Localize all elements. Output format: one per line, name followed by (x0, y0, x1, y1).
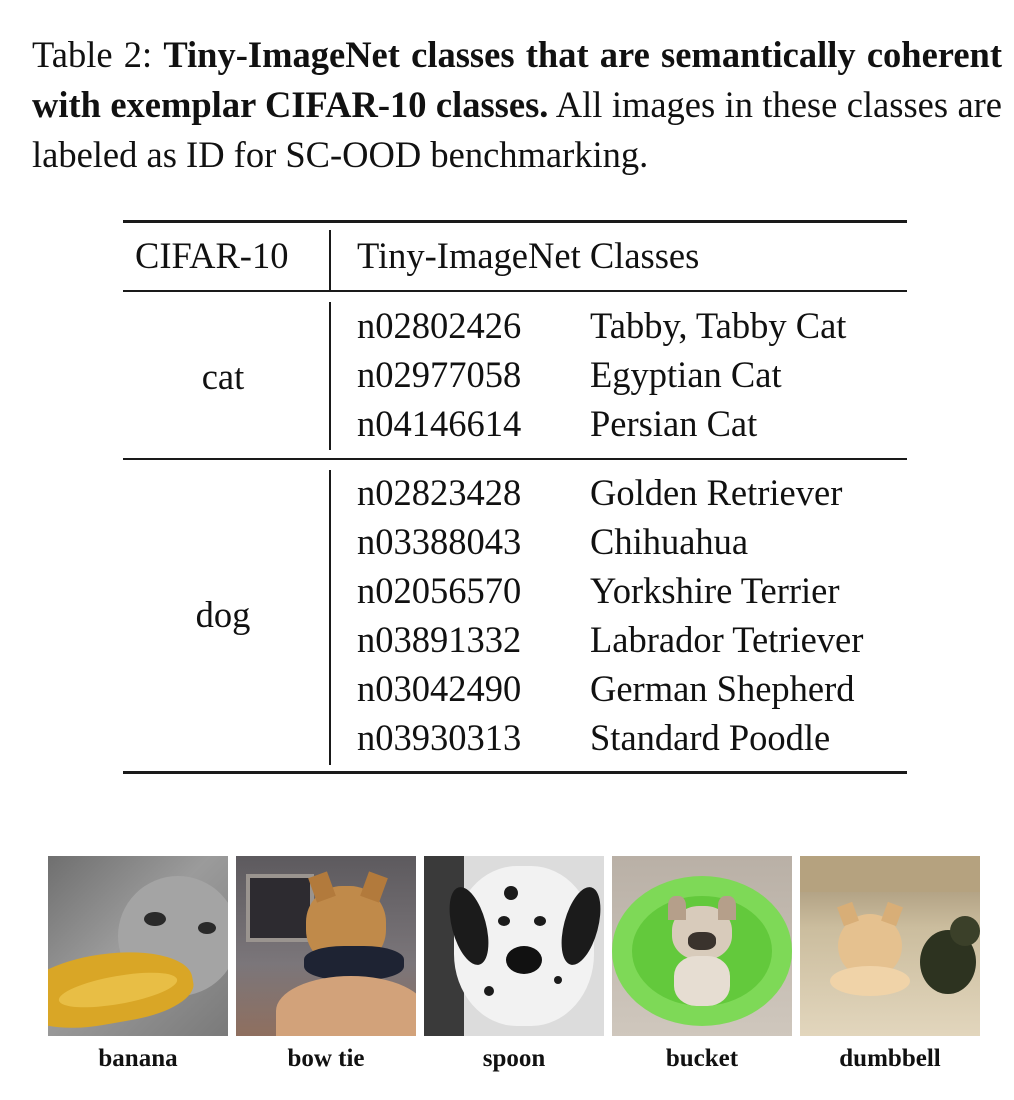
top-rule (123, 220, 907, 223)
thumbnail-dumbbell (800, 856, 980, 1072)
thumbnail-label: dumbbell (839, 1045, 941, 1072)
table-caption (32, 30, 1002, 180)
ood-example-thumbnails (48, 856, 980, 1086)
header-cifar10: CIFAR-10 (135, 235, 289, 276)
thumbnail-image-cat-bowtie (236, 856, 416, 1036)
class-name-cell: Yorkshire Terrier (590, 570, 840, 611)
thumbnail-label: banana (98, 1045, 178, 1072)
thumbnail-image-kitten-dumbbell (800, 856, 980, 1036)
class-name-cell: Tabby, Tabby Cat (590, 305, 847, 346)
class-name-cell: German Shepherd (590, 668, 855, 709)
bottom-rule (123, 771, 907, 774)
class-table (123, 220, 907, 775)
wnid-cell: n02056570 (357, 570, 522, 611)
class-name-cell: Standard Poodle (590, 717, 831, 758)
header-rule (123, 290, 907, 292)
caption-label: Table 2: (32, 34, 153, 75)
cat-divider (329, 302, 331, 450)
wnid-cell: n02977058 (357, 354, 522, 395)
wnid-cell: n03388043 (357, 521, 522, 562)
thumbnail-image-bulldog-bucket (612, 856, 792, 1036)
class-name-cell: Golden Retriever (590, 472, 843, 513)
group-label-dog: dog (195, 594, 251, 635)
wnid-cell: n04146614 (357, 403, 522, 444)
thumbnail-image-cat-banana (48, 856, 228, 1036)
thumbnail-spoon (424, 856, 604, 1072)
thumbnail-banana (48, 856, 228, 1072)
class-name-cell: Egyptian Cat (590, 354, 782, 395)
caption-text: All images in these classes are labeled as ID for SC-OOD benchmarking. (32, 84, 1002, 175)
group-label-cat: cat (201, 356, 245, 397)
dog-divider (329, 470, 331, 765)
wnid-cell: n02823428 (357, 472, 522, 513)
class-name-cell: Chihuahua (590, 521, 749, 562)
wnid-cell: n03042490 (357, 668, 522, 709)
header-tiny-imagenet: Tiny-ImageNet Classes (357, 235, 700, 276)
class-name-cell: Persian Cat (590, 403, 758, 444)
class-name-cell: Labrador Tetriever (590, 619, 864, 660)
thumbnail-image-dalmatian (424, 856, 604, 1036)
group-rule (123, 458, 907, 460)
thumbnail-bow-tie (236, 856, 416, 1072)
wnid-cell: n03930313 (357, 717, 522, 758)
thumbnail-bucket (612, 856, 792, 1072)
thumbnail-label: bucket (665, 1045, 739, 1072)
thumbnail-label: bow tie (287, 1045, 365, 1072)
thumbnail-label: spoon (482, 1045, 546, 1072)
caption-title: Tiny-ImageNet classes that are semantically coherent with exemplar CIFAR-10 classes. (32, 34, 1003, 125)
wnid-cell: n03891332 (357, 619, 522, 660)
wnid-cell: n02802426 (357, 305, 522, 346)
header-divider (329, 230, 331, 290)
